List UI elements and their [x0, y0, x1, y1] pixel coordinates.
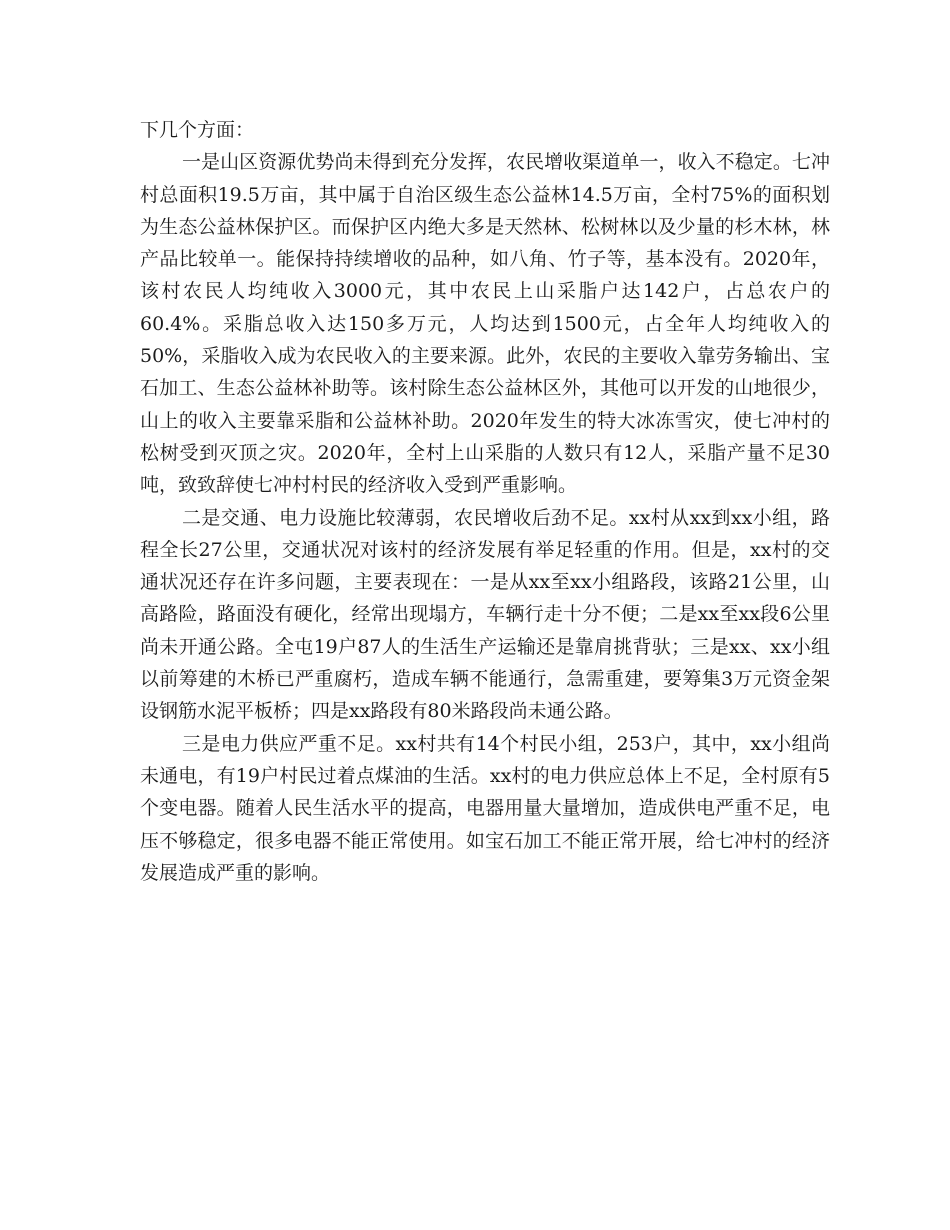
paragraph-power-supply: 三是电力供应严重不足。xx村共有14个村民小组，253户，其中，xx小组尚未通电，有19户村民过着点煤油的生活。xx村的电力供应总体上不足，全村原有5个变电器。随着人民生活水平的提高，电器用量大量增加，造成供电严重不足，电压不够稳定，很多电器不能正常使用。如宝石加工不能正常开展，给七冲村的经济发展造成严重的影响。 — [140, 732, 830, 884]
paragraph-continuation: 下几个方面： — [140, 119, 255, 141]
document-body — [140, 114, 830, 889]
paragraph-transport: 二是交通、电力设施比较薄弱，农民增收后劲不足。xx村从xx到xx小组，路程全长27公里，交通状况对该村的经济发展有举足轻重的作用。但是，xx村的交通状况还存在许多问题，主要表现在：一是从xx至xx小组路段，该路21公里，山高路险，路面没有硬化，经常出现塌方，车辆行走十分不便；二是xx至xx段6公里尚未开通公路。全屯19户87人的生活生产运输还是靠肩挑背驮；三是xx、xx小组以前筹建的木桥已严重腐朽，造成车辆不能通行，急需重建，要筹集3万元资金架设钢筋水泥平板桥；四是xx路段有80米路段尚未通公路。 — [140, 506, 830, 723]
paragraph-resource-advantage: 一是山区资源优势尚未得到充分发挥，农民增收渠道单一，收入不稳定。七冲村总面积19.5万亩，其中属于自治区级生态公益林14.5万亩，全村75%的面积划为生态公益林保护区。而保护区内绝大多是天然林、松树林以及少量的杉木林，林产品比较单一。能保持持续增收的品种，如八角、竹子等，基本没有。2020年，该村农民人均纯收入3000元，其中农民上山采脂户达142户，占总农户的60.4%。采脂总收入达150多万元，人均达到1500元，占全年人均纯收入的50%，采脂收入成为农民收入的主要来源。此外，农民的主要收入靠劳务输出、宝石加工、生态公益林补助等。该村除生态公益林区外，其他可以开发的山地很少，山上的收入主要靠采脂和公益林补助。2020年发生的特大冰冻雪灾，使七冲村的松树受到灭顶之灾。2020年，全村上山采脂的人数只有12人，采脂产量不足30吨，致致辞使七冲村村民的经济收入受到严重影响。 — [140, 151, 830, 497]
